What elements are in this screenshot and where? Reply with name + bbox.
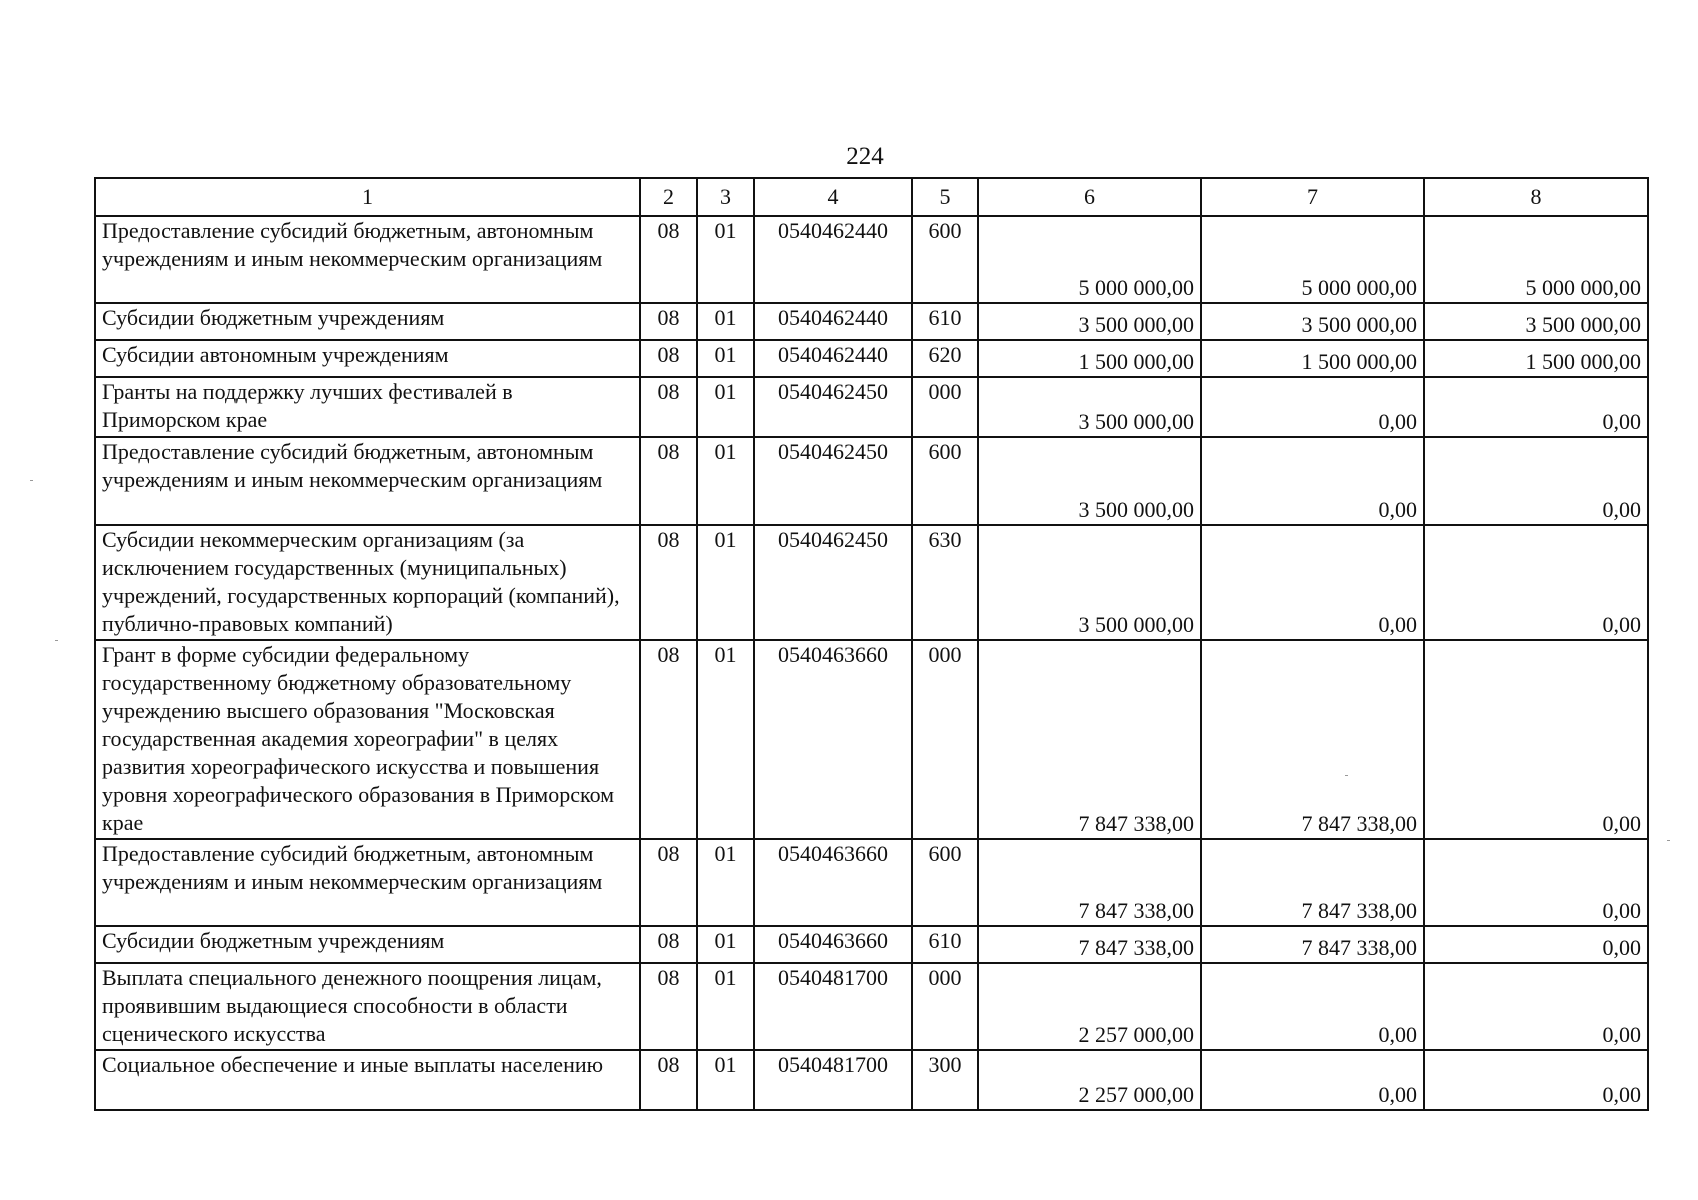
amount-col-7: 0,00 xyxy=(1201,963,1424,1050)
expense-kind-code: 610 xyxy=(912,926,978,963)
subsection-code: 01 xyxy=(697,963,754,1050)
expense-kind-code: 620 xyxy=(912,340,978,377)
subsection-code: 01 xyxy=(697,525,754,640)
table-row xyxy=(95,437,1648,525)
expense-kind-code: 000 xyxy=(912,377,978,437)
target-code: 0540481700 xyxy=(754,963,912,1050)
column-header: 5 xyxy=(912,178,978,216)
amount-col-8: 1 500 000,00 xyxy=(1424,340,1648,377)
amount-col-6: 2 257 000,00 xyxy=(978,963,1201,1050)
amount-col-6: 7 847 338,00 xyxy=(978,640,1201,839)
table-row xyxy=(95,216,1648,303)
target-code: 0540462440 xyxy=(754,303,912,340)
scan-speck xyxy=(30,480,33,481)
amount-col-7: 3 500 000,00 xyxy=(1201,303,1424,340)
column-header: 6 xyxy=(978,178,1201,216)
amount-col-7: 7 847 338,00 xyxy=(1201,839,1424,926)
scan-speck xyxy=(1345,775,1348,776)
target-code: 0540463660 xyxy=(754,839,912,926)
table-row xyxy=(95,839,1648,926)
subsection-code: 01 xyxy=(697,640,754,839)
row-name: Социальное обеспечение и иные выплаты населению xyxy=(95,1050,640,1110)
column-number-row xyxy=(95,178,1648,216)
column-header: 7 xyxy=(1201,178,1424,216)
expense-kind-code: 610 xyxy=(912,303,978,340)
amount-col-6: 3 500 000,00 xyxy=(978,377,1201,437)
scan-speck xyxy=(55,640,58,641)
expense-kind-code: 000 xyxy=(912,640,978,839)
amount-col-7: 0,00 xyxy=(1201,525,1424,640)
amount-col-7: 1 500 000,00 xyxy=(1201,340,1424,377)
amount-col-7: 0,00 xyxy=(1201,377,1424,437)
amount-col-8: 0,00 xyxy=(1424,377,1648,437)
section-code: 08 xyxy=(640,926,697,963)
table-row xyxy=(95,963,1648,1050)
amount-col-8: 0,00 xyxy=(1424,963,1648,1050)
target-code: 0540481700 xyxy=(754,1050,912,1110)
column-header: 4 xyxy=(754,178,912,216)
subsection-code: 01 xyxy=(697,926,754,963)
expense-kind-code: 600 xyxy=(912,437,978,525)
row-name: Предоставление субсидий бюджетным, автономным учреждениям и иным некоммерческим организациям xyxy=(95,437,640,525)
amount-col-6: 3 500 000,00 xyxy=(978,437,1201,525)
budget-table xyxy=(94,177,1649,1111)
row-name: Грант в форме субсидии федеральному государственному бюджетному образовательному учреждению высшего образования "Московская государственная академия хореографии" в целях развития хореографического искусства и повышения уровня хореографического образования в Приморском крае xyxy=(95,640,640,839)
table-row xyxy=(95,340,1648,377)
expense-kind-code: 600 xyxy=(912,839,978,926)
section-code: 08 xyxy=(640,377,697,437)
column-header: 8 xyxy=(1424,178,1648,216)
amount-col-8: 0,00 xyxy=(1424,839,1648,926)
section-code: 08 xyxy=(640,340,697,377)
target-code: 0540463660 xyxy=(754,640,912,839)
section-code: 08 xyxy=(640,963,697,1050)
section-code: 08 xyxy=(640,216,697,303)
scan-speck xyxy=(1667,840,1670,841)
column-header: 1 xyxy=(95,178,640,216)
row-name: Гранты на поддержку лучших фестивалей в Приморском крае xyxy=(95,377,640,437)
column-header: 3 xyxy=(697,178,754,216)
section-code: 08 xyxy=(640,1050,697,1110)
row-name: Выплата специального денежного поощрения лицам, проявившим выдающиеся способности в области сценического искусства xyxy=(95,963,640,1050)
amount-col-6: 3 500 000,00 xyxy=(978,525,1201,640)
amount-col-7: 0,00 xyxy=(1201,437,1424,525)
section-code: 08 xyxy=(640,640,697,839)
amount-col-8: 0,00 xyxy=(1424,437,1648,525)
target-code: 0540462450 xyxy=(754,437,912,525)
section-code: 08 xyxy=(640,525,697,640)
page-number: 224 xyxy=(846,143,884,170)
subsection-code: 01 xyxy=(697,839,754,926)
table-row xyxy=(95,525,1648,640)
amount-col-8: 0,00 xyxy=(1424,640,1648,839)
table-row xyxy=(95,640,1648,839)
subsection-code: 01 xyxy=(697,340,754,377)
amount-col-8: 0,00 xyxy=(1424,525,1648,640)
table-row xyxy=(95,303,1648,340)
amount-col-8: 0,00 xyxy=(1424,926,1648,963)
amount-col-8: 3 500 000,00 xyxy=(1424,303,1648,340)
amount-col-6: 3 500 000,00 xyxy=(978,303,1201,340)
subsection-code: 01 xyxy=(697,216,754,303)
row-name: Предоставление субсидий бюджетным, автономным учреждениям и иным некоммерческим организациям xyxy=(95,839,640,926)
amount-col-7: 5 000 000,00 xyxy=(1201,216,1424,303)
amount-col-8: 5 000 000,00 xyxy=(1424,216,1648,303)
row-name: Субсидии автономным учреждениям xyxy=(95,340,640,377)
amount-col-6: 5 000 000,00 xyxy=(978,216,1201,303)
section-code: 08 xyxy=(640,839,697,926)
row-name: Субсидии некоммерческим организациям (за исключением государственных (муниципальных) учреждений, государственных корпораций (компаний), публично-правовых компаний) xyxy=(95,525,640,640)
amount-col-7: 7 847 338,00 xyxy=(1201,640,1424,839)
subsection-code: 01 xyxy=(697,437,754,525)
column-header: 2 xyxy=(640,178,697,216)
target-code: 0540463660 xyxy=(754,926,912,963)
expense-kind-code: 300 xyxy=(912,1050,978,1110)
row-name: Предоставление субсидий бюджетным, автономным учреждениям и иным некоммерческим организациям xyxy=(95,216,640,303)
amount-col-6: 7 847 338,00 xyxy=(978,926,1201,963)
expense-kind-code: 000 xyxy=(912,963,978,1050)
table-row xyxy=(95,1050,1648,1110)
table-row xyxy=(95,926,1648,963)
subsection-code: 01 xyxy=(697,303,754,340)
target-code: 0540462450 xyxy=(754,525,912,640)
target-code: 0540462440 xyxy=(754,216,912,303)
subsection-code: 01 xyxy=(697,1050,754,1110)
amount-col-6: 7 847 338,00 xyxy=(978,839,1201,926)
expense-kind-code: 600 xyxy=(912,216,978,303)
section-code: 08 xyxy=(640,303,697,340)
amount-col-7: 7 847 338,00 xyxy=(1201,926,1424,963)
amount-col-6: 2 257 000,00 xyxy=(978,1050,1201,1110)
amount-col-6: 1 500 000,00 xyxy=(978,340,1201,377)
expense-kind-code: 630 xyxy=(912,525,978,640)
target-code: 0540462450 xyxy=(754,377,912,437)
row-name: Субсидии бюджетным учреждениям xyxy=(95,926,640,963)
amount-col-7: 0,00 xyxy=(1201,1050,1424,1110)
row-name: Субсидии бюджетным учреждениям xyxy=(95,303,640,340)
target-code: 0540462440 xyxy=(754,340,912,377)
amount-col-8: 0,00 xyxy=(1424,1050,1648,1110)
table-row xyxy=(95,377,1648,437)
subsection-code: 01 xyxy=(697,377,754,437)
section-code: 08 xyxy=(640,437,697,525)
